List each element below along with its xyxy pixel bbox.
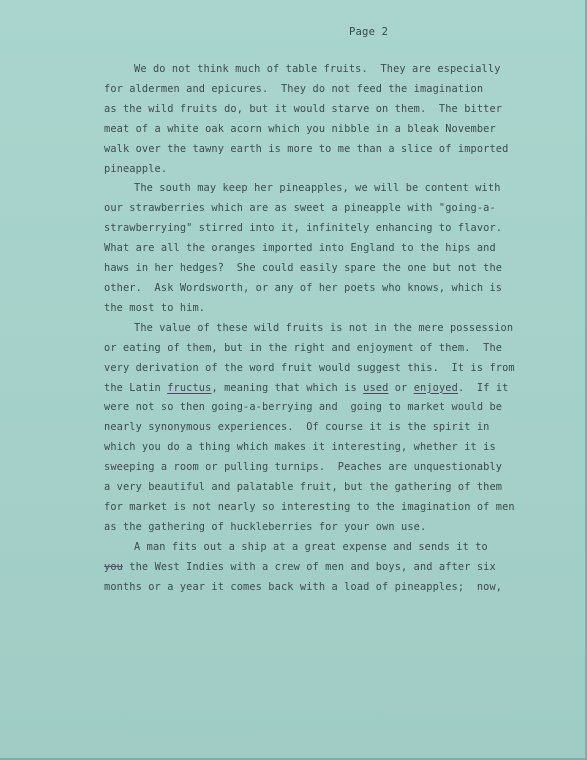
text-line: strawberrying" stirred into it, infinitely enhancing to flavor. <box>104 222 503 235</box>
text-line: as the gathering of huckleberries for your own use. <box>104 520 427 533</box>
text-line: which you do a thing which makes it interesting, whether it is <box>104 441 496 454</box>
text-line: meat of a white oak acorn which you nibble in a bleak November <box>104 122 496 135</box>
struck-word: you <box>104 560 123 573</box>
text-line: sweeping a room or pulling turnips. Peaches are unquestionably <box>104 461 503 474</box>
text-line: What are all the oranges imported into England to the hips and <box>104 242 496 255</box>
page-number: Page 2 <box>349 26 389 38</box>
paragraph-1 <box>104 60 564 179</box>
document-body <box>104 60 564 597</box>
text-line: haws in her hedges? She could easily spare the one but not the <box>104 262 503 275</box>
underlined-word: fructus <box>167 381 212 394</box>
underlined-word: used <box>363 381 389 394</box>
text-line: our strawberries which are as sweet a pineapple with "going-a- <box>104 202 496 215</box>
text-line-struck: you the West Indies with a crew of men and boys, and after six <box>104 560 496 573</box>
paragraph-2 <box>104 179 564 318</box>
text-line: or eating of them, but in the right and enjoyment of them. The <box>104 341 503 354</box>
text-line: pineapple. <box>104 162 168 175</box>
text-line: the most to him. <box>104 301 206 314</box>
text-line: nearly synonymous experiences. Of course it is the spirit in <box>104 421 490 434</box>
paragraph-4 <box>104 538 564 598</box>
paragraph-3 <box>104 319 564 538</box>
text-line: for market is not nearly so interesting to the imagination of men <box>104 500 515 513</box>
underlined-word: enjoyed <box>413 381 458 394</box>
text-line: A man fits out a ship at a great expense and sends it to <box>134 540 488 553</box>
text-line: were not so then going-a-berrying and going to market would be <box>104 401 503 414</box>
text-line: as the wild fruits do, but it would starve on them. The bitter <box>104 102 503 115</box>
text-line: other. Ask Wordsworth, or any of her poets who knows, which is <box>104 281 503 294</box>
text-line: The south may keep her pineapples, we will be content with <box>134 182 501 195</box>
text-line: a very beautiful and palatable fruit, but the gathering of them <box>104 481 503 494</box>
text-line-underlined: the Latin fructus, meaning that which is used or enjoyed. If it <box>104 381 509 394</box>
text-line: for aldermen and epicures. They do not feed the imagination <box>104 82 484 95</box>
text-line: months or a year it comes back with a load of pineapples; now, <box>104 580 503 593</box>
text-line: walk over the tawny earth is more to me than a slice of imported <box>104 142 509 155</box>
text-line: The value of these wild fruits is not in the mere possession <box>134 321 514 334</box>
text-line: very derivation of the word fruit would suggest this. It is from <box>104 361 515 374</box>
text-line: We do not think much of table fruits. They are especially <box>134 63 501 75</box>
